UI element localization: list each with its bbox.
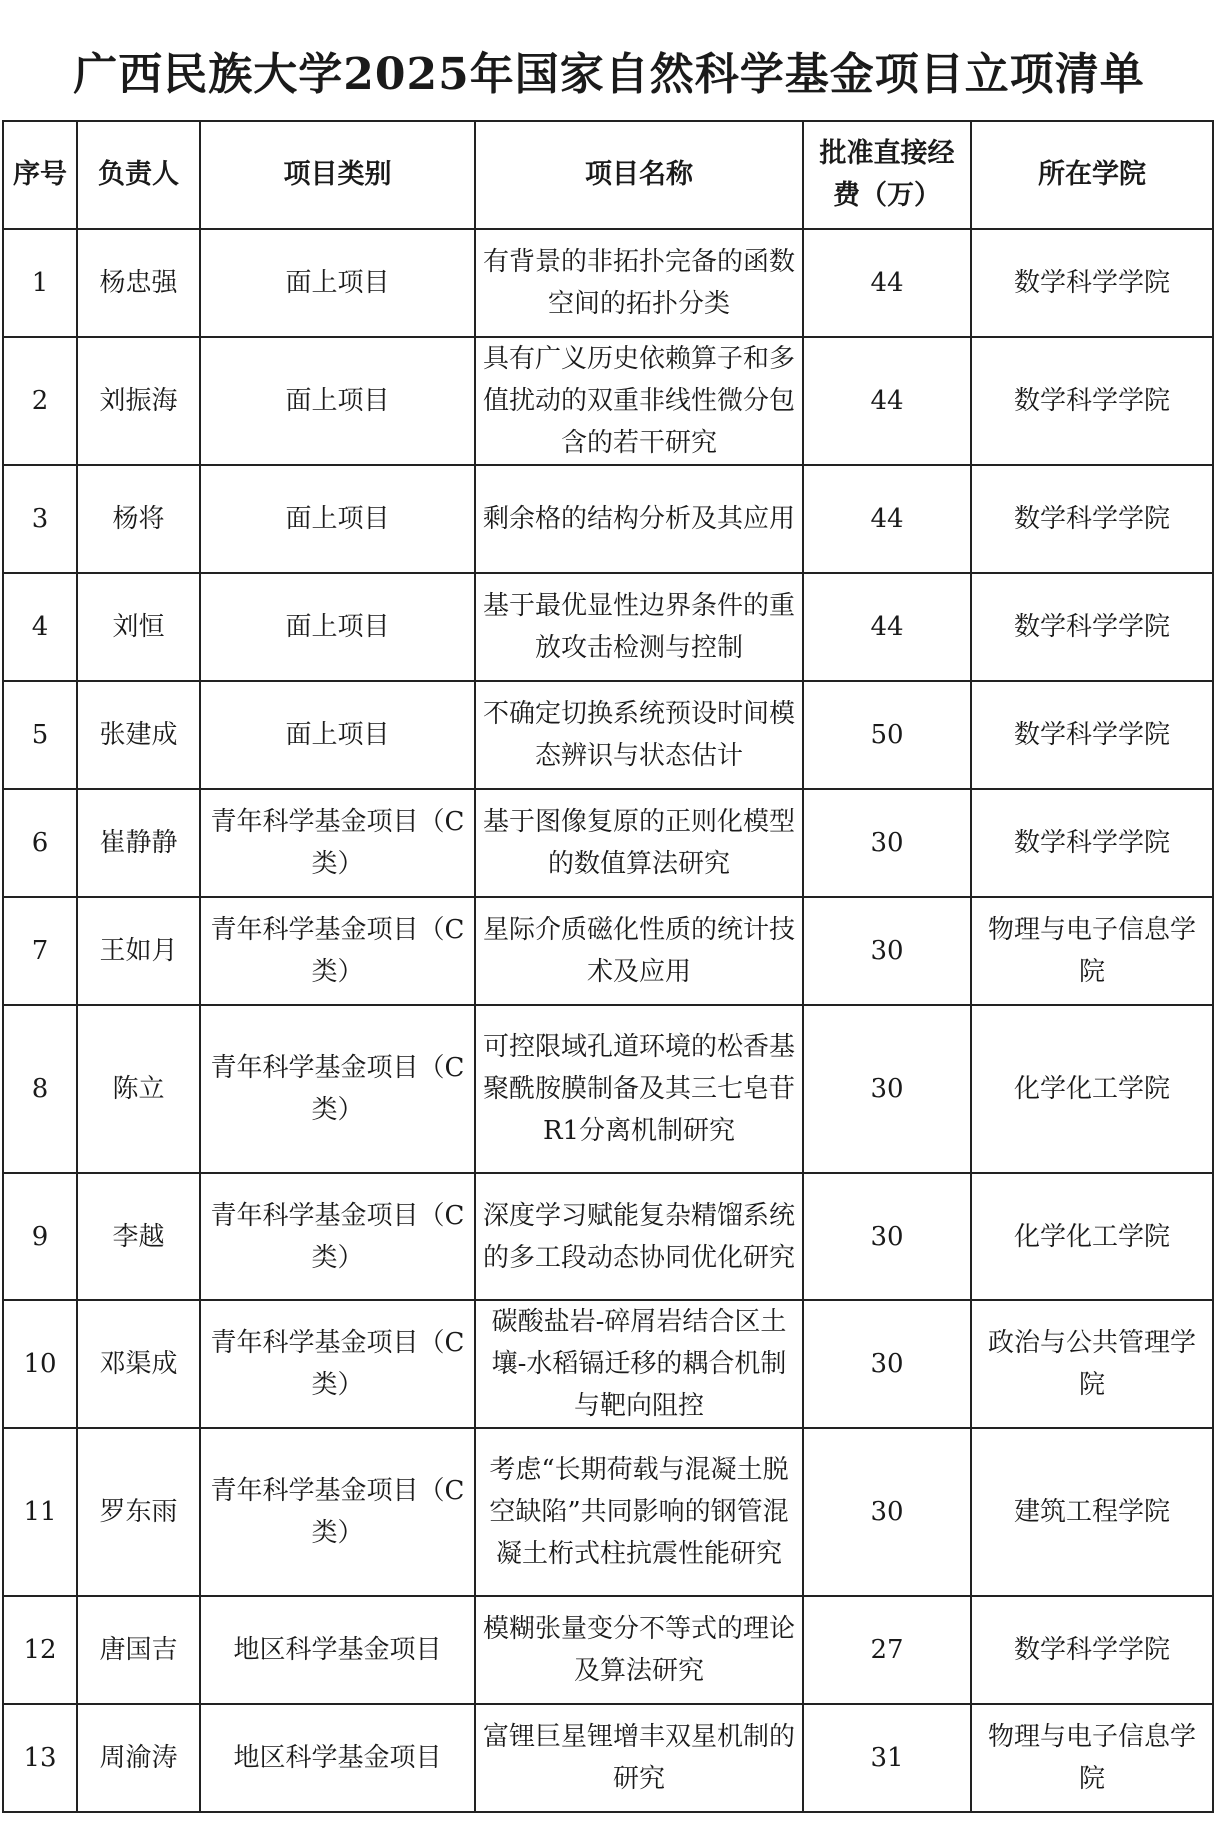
cell-college: 化学化工学院: [971, 1173, 1213, 1300]
table-row: [3, 1428, 1213, 1596]
cell-person: 刘恒: [77, 573, 200, 681]
cell-funding: 30: [803, 789, 971, 897]
header-no: 序号: [3, 121, 77, 229]
cell-category: 面上项目: [200, 465, 475, 573]
cell-college: 数学科学学院: [971, 1596, 1213, 1704]
cell-no: 11: [3, 1428, 77, 1596]
cell-funding: 30: [803, 1005, 971, 1173]
cell-no: 3: [3, 465, 77, 573]
table-row: [3, 229, 1213, 337]
cell-no: 12: [3, 1596, 77, 1704]
cell-name: 深度学习赋能复杂精馏系统的多工段动态协同优化研究: [475, 1173, 803, 1300]
cell-college: 物理与电子信息学院: [971, 1704, 1213, 1812]
cell-name: 可控限域孔道环境的松香基聚酰胺膜制备及其三七皂苷R1分离机制研究: [475, 1005, 803, 1173]
cell-no: 5: [3, 681, 77, 789]
cell-person: 陈立: [77, 1005, 200, 1173]
header-name: 项目名称: [475, 121, 803, 229]
cell-category: 地区科学基金项目: [200, 1596, 475, 1704]
cell-category: 面上项目: [200, 573, 475, 681]
cell-college: 数学科学学院: [971, 465, 1213, 573]
cell-category: 青年科学基金项目（C类）: [200, 789, 475, 897]
cell-funding: 44: [803, 465, 971, 573]
table-row: [3, 1300, 1213, 1428]
cell-name: 不确定切换系统预设时间模态辨识与状态估计: [475, 681, 803, 789]
cell-college: 数学科学学院: [971, 789, 1213, 897]
cell-funding: 44: [803, 229, 971, 337]
cell-category: 青年科学基金项目（C类）: [200, 1005, 475, 1173]
cell-no: 10: [3, 1300, 77, 1428]
cell-person: 张建成: [77, 681, 200, 789]
cell-category: 地区科学基金项目: [200, 1704, 475, 1812]
table-row: [3, 897, 1213, 1005]
cell-no: 13: [3, 1704, 77, 1812]
cell-college: 数学科学学院: [971, 229, 1213, 337]
cell-category: 青年科学基金项目（C类）: [200, 897, 475, 1005]
cell-name: 模糊张量变分不等式的理论及算法研究: [475, 1596, 803, 1704]
table-row: [3, 337, 1213, 465]
cell-college: 数学科学学院: [971, 573, 1213, 681]
table-row: [3, 1173, 1213, 1300]
cell-person: 李越: [77, 1173, 200, 1300]
header-person: 负责人: [77, 121, 200, 229]
table-header-row: [3, 121, 1213, 229]
cell-person: 杨将: [77, 465, 200, 573]
cell-funding: 30: [803, 897, 971, 1005]
cell-person: 唐国吉: [77, 1596, 200, 1704]
header-funding: 批准直接经费（万）: [803, 121, 971, 229]
cell-person: 刘振海: [77, 337, 200, 465]
cell-college: 化学化工学院: [971, 1005, 1213, 1173]
cell-college: 数学科学学院: [971, 681, 1213, 789]
cell-no: 7: [3, 897, 77, 1005]
cell-category: 青年科学基金项目（C类）: [200, 1428, 475, 1596]
cell-category: 面上项目: [200, 681, 475, 789]
project-table: [2, 120, 1214, 1813]
cell-funding: 31: [803, 1704, 971, 1812]
header-college: 所在学院: [971, 121, 1213, 229]
cell-category: 面上项目: [200, 229, 475, 337]
cell-name: 富锂巨星锂增丰双星机制的研究: [475, 1704, 803, 1812]
header-category: 项目类别: [200, 121, 475, 229]
cell-college: 数学科学学院: [971, 337, 1213, 465]
cell-college: 政治与公共管理学院: [971, 1300, 1213, 1428]
cell-college: 物理与电子信息学院: [971, 897, 1213, 1005]
cell-no: 1: [3, 229, 77, 337]
cell-funding: 44: [803, 337, 971, 465]
cell-person: 崔静静: [77, 789, 200, 897]
cell-no: 6: [3, 789, 77, 897]
cell-category: 青年科学基金项目（C类）: [200, 1173, 475, 1300]
cell-funding: 44: [803, 573, 971, 681]
cell-person: 王如月: [77, 897, 200, 1005]
cell-name: 具有广义历史依赖算子和多值扰动的双重非线性微分包含的若干研究: [475, 337, 803, 465]
table-row: [3, 1596, 1213, 1704]
cell-no: 9: [3, 1173, 77, 1300]
cell-name: 基于图像复原的正则化模型的数值算法研究: [475, 789, 803, 897]
cell-funding: 30: [803, 1173, 971, 1300]
table-row: [3, 573, 1213, 681]
cell-person: 周渝涛: [77, 1704, 200, 1812]
cell-category: 面上项目: [200, 337, 475, 465]
table-row: [3, 1704, 1213, 1812]
cell-name: 基于最优显性边界条件的重放攻击检测与控制: [475, 573, 803, 681]
cell-person: 罗东雨: [77, 1428, 200, 1596]
cell-name: 考虑“长期荷载与混凝土脱空缺陷”共同影响的钢管混凝土桁式柱抗震性能研究: [475, 1428, 803, 1596]
cell-funding: 30: [803, 1300, 971, 1428]
table-row: [3, 681, 1213, 789]
document-title: 广西民族大学2025年国家自然科学基金项目立项清单: [73, 49, 1145, 100]
cell-category: 青年科学基金项目（C类）: [200, 1300, 475, 1428]
cell-no: 8: [3, 1005, 77, 1173]
cell-name: 剩余格的结构分析及其应用: [475, 465, 803, 573]
cell-funding: 30: [803, 1428, 971, 1596]
table-row: [3, 1005, 1213, 1173]
cell-funding: 27: [803, 1596, 971, 1704]
cell-person: 邓渠成: [77, 1300, 200, 1428]
cell-name: 有背景的非拓扑完备的函数空间的拓扑分类: [475, 229, 803, 337]
cell-no: 4: [3, 573, 77, 681]
table-row: [3, 465, 1213, 573]
cell-name: 碳酸盐岩-碎屑岩结合区土壤-水稻镉迁移的耦合机制与靶向阻控: [475, 1300, 803, 1428]
cell-no: 2: [3, 337, 77, 465]
cell-funding: 50: [803, 681, 971, 789]
table-row: [3, 789, 1213, 897]
cell-college: 建筑工程学院: [971, 1428, 1213, 1596]
cell-name: 星际介质磁化性质的统计技术及应用: [475, 897, 803, 1005]
cell-person: 杨忠强: [77, 229, 200, 337]
